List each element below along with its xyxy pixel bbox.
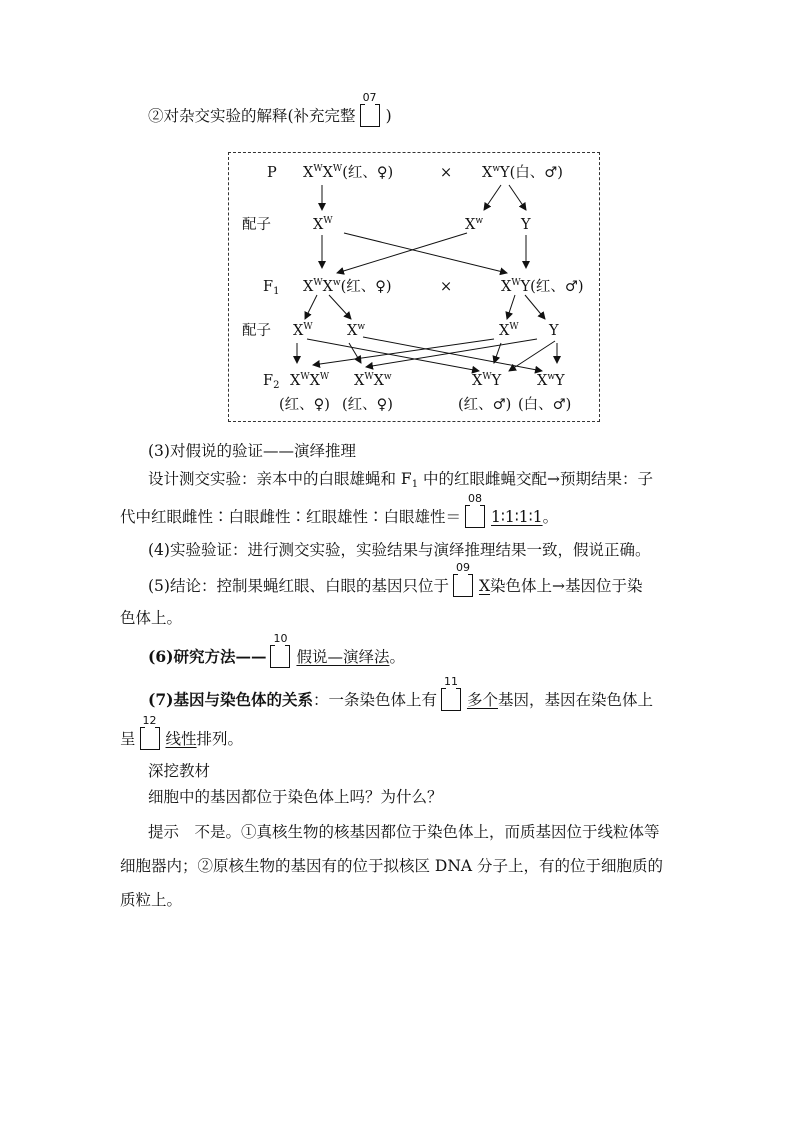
gamete-xw-male: $X^w$	[465, 216, 484, 233]
arrow-g2-7	[366, 339, 537, 367]
answer-09: X	[478, 577, 491, 595]
s5-line1: (5)结论：控制果蝇红眼、白眼的基因只位于 09 X染色体上→基因位于染	[148, 561, 643, 595]
gamete-y-male: Y	[521, 217, 531, 233]
answer-10: 假说—演绎法	[296, 648, 390, 666]
f2-genotype-3: $X^WY$	[472, 372, 502, 389]
f2-genotype-4: $X^wY$	[537, 372, 565, 389]
p-label: P	[267, 165, 277, 181]
answer-box-07[interactable]: 07	[360, 104, 380, 127]
answer-11: 多个	[466, 691, 498, 709]
f1-female-genotype: $X^WX^w$(红、♀)	[303, 278, 392, 295]
arrow-p-male-gamete-x	[484, 185, 501, 210]
deep-title: 深挖教材	[148, 762, 211, 780]
s3-line2: 代中红眼雌性∶白眼雌性∶红眼雄性∶白眼雄性＝ 08 1∶1∶1∶1。	[120, 492, 559, 526]
f2-genotype-2: $X^WX^w$	[354, 372, 392, 389]
answer-box-10[interactable]: 10	[270, 645, 290, 668]
arrow-g2-2	[307, 339, 479, 371]
answer-box-09[interactable]: 09	[453, 574, 473, 597]
f1-gamete-y-male: Y	[549, 323, 559, 339]
f1-gamete-xw-male: $X^W$	[499, 322, 519, 339]
s3-title: (3)对假说的验证——演绎推理	[148, 442, 356, 460]
f2-genotype-1: $X^WX^W$	[290, 372, 330, 389]
gamete-xw-female: $X^W$	[313, 216, 333, 233]
p-male-genotype: $X^wY$(白、♂)	[482, 164, 563, 181]
answer-08: 1∶1∶1∶1	[491, 508, 543, 526]
p-cross-sign: ×	[440, 165, 453, 181]
s7-line1: (7)基因与染色体的关系：一条染色体上有 11 多个基因，基因在染色体上	[148, 675, 653, 709]
answer-12: 线性	[165, 730, 197, 748]
f2-phenotype-1: (红、♀)	[279, 397, 330, 413]
arrow-g2-8	[509, 341, 555, 371]
answer-box-08[interactable]: 08	[465, 505, 485, 528]
s4-text: (4)实验验证：进行测交实验，实验结果与演绎推理结果一致，假说正确。	[148, 541, 651, 559]
s6-line: (6)研究方法—— 10 假说—演绎法。	[148, 632, 405, 666]
gamete-label-1: 配子	[242, 217, 271, 233]
f1-male-genotype: $X^WY$(红、♂)	[501, 278, 584, 295]
f2-phenotype-4: (白、♂)	[518, 397, 572, 413]
arrow-g1-female-cross	[344, 233, 507, 273]
cross-diagram	[228, 152, 600, 422]
hint-line1: 提示 不是。①真核生物的核基因都位于染色体上，而质基因位于线粒体等	[148, 823, 660, 841]
gamete-label-2: 配子	[242, 323, 271, 339]
arrow-f1f-a	[305, 295, 317, 319]
f2-phenotype-2: (红、♀)	[342, 397, 393, 413]
f2-phenotype-3: (红、♂)	[458, 397, 512, 413]
arrow-g1-male-cross	[337, 233, 467, 273]
hint-line2: 细胞器内；②原核生物的基因有的位于拟核区 DNA 分子上，有的位于细胞质的	[120, 857, 664, 875]
f1-label: $F_1$	[263, 279, 280, 297]
f1-gamete-xw-small: $X^w$	[347, 322, 366, 339]
f1-cross-sign: ×	[440, 279, 453, 295]
f1-gamete-xw-big: $X^W$	[293, 322, 313, 339]
answer-box-11[interactable]: 11	[441, 688, 461, 711]
deep-question: 细胞中的基因都位于染色体上吗？为什么？	[148, 788, 443, 806]
p-female-genotype: $X^WX^W$(红、♀)	[303, 164, 394, 181]
arrow-f1m-a	[507, 295, 515, 319]
arrow-f1m-b	[525, 295, 545, 319]
arrow-f1f-b	[329, 295, 351, 319]
explanation-heading: ②对杂交实验的解释(补充完整 07 )	[148, 91, 392, 125]
answer-box-12[interactable]: 12	[140, 727, 160, 750]
s3-line1: 设计测交实验：亲本中的白眼雄蝇和 $F_1$ 中的红眼雌蝇交配→预期结果：子	[148, 470, 653, 490]
f2-label: $F_2$	[263, 373, 280, 391]
s5-line2: 色体上。	[120, 609, 183, 627]
arrow-p-male-gamete-y	[509, 185, 526, 210]
hint-line3: 质粒上。	[120, 891, 183, 909]
s7-line2: 呈 12 线性排列。	[120, 714, 244, 748]
